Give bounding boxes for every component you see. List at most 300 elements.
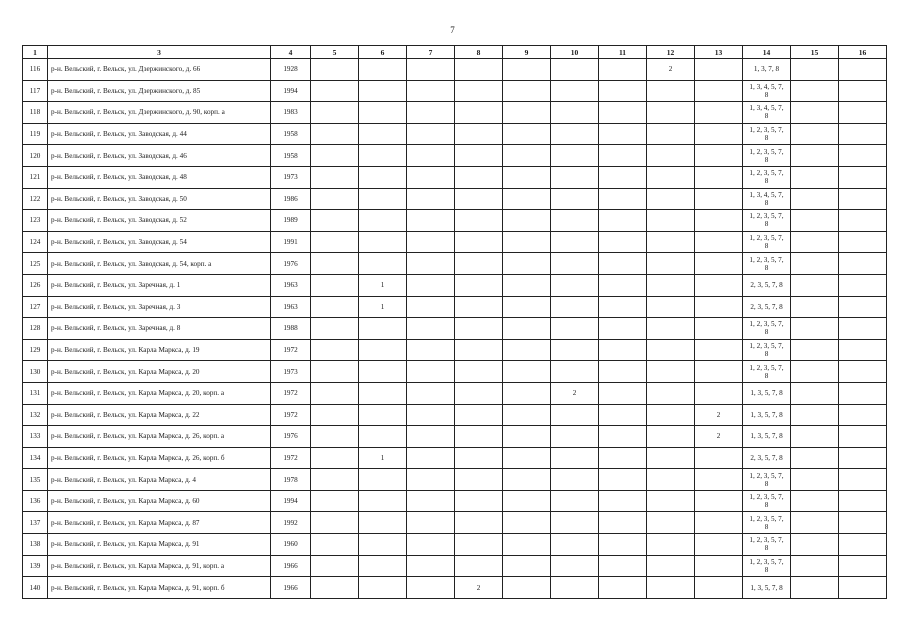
row-number: 137 (23, 512, 48, 534)
col15-cell (791, 512, 839, 534)
col14-cell: 1, 2, 3, 5, 7, 8 (743, 555, 791, 577)
col5-cell (311, 534, 359, 556)
col9-cell (503, 577, 551, 599)
address-cell: р-н. Вельский, г. Вельск, ул. Заводская, д. 46 (48, 145, 271, 167)
col15-cell (791, 188, 839, 210)
col11-cell (599, 555, 647, 577)
col7-cell (407, 534, 455, 556)
year-cell: 1994 (271, 80, 311, 102)
col7-cell (407, 166, 455, 188)
col6-cell (359, 404, 407, 426)
col10-cell (551, 166, 599, 188)
col8-cell (455, 318, 503, 340)
address-cell: р-н. Вельский, г. Вельск, ул. Карла Маркса, д. 4 (48, 469, 271, 491)
col15-cell (791, 296, 839, 318)
col8-cell (455, 339, 503, 361)
col13-cell (695, 166, 743, 188)
col9-cell (503, 253, 551, 275)
row-number: 119 (23, 123, 48, 145)
col15-cell (791, 361, 839, 383)
row-number: 126 (23, 274, 48, 296)
col14-cell: 1, 3, 5, 7, 8 (743, 404, 791, 426)
col16-cell (839, 534, 887, 556)
col9-cell (503, 210, 551, 232)
col6-cell: 1 (359, 296, 407, 318)
col16-cell (839, 404, 887, 426)
col12-cell (647, 318, 695, 340)
col14-cell: 1, 2, 3, 5, 7, 8 (743, 534, 791, 556)
address-cell: р-н. Вельский, г. Вельск, ул. Заводская, д. 54, корп. а (48, 253, 271, 275)
col9-cell (503, 188, 551, 210)
col5-cell (311, 166, 359, 188)
col12-cell (647, 188, 695, 210)
col13-cell (695, 577, 743, 599)
col14-cell: 1, 3, 4, 5, 7, 8 (743, 80, 791, 102)
table-row (23, 469, 887, 491)
col12-cell (647, 490, 695, 512)
col10-cell (551, 188, 599, 210)
col8-cell (455, 145, 503, 167)
table-row (23, 512, 887, 534)
col11-cell (599, 382, 647, 404)
col7-cell (407, 555, 455, 577)
table-row (23, 447, 887, 469)
table-row (23, 80, 887, 102)
col12-cell (647, 274, 695, 296)
table-row (23, 577, 887, 599)
col5-cell (311, 361, 359, 383)
col6-cell (359, 534, 407, 556)
year-cell: 1989 (271, 210, 311, 232)
column-header: 6 (359, 46, 407, 59)
col5-cell (311, 59, 359, 81)
table-row (23, 102, 887, 124)
table-row (23, 166, 887, 188)
col16-cell (839, 80, 887, 102)
col16-cell (839, 490, 887, 512)
col11-cell (599, 253, 647, 275)
col15-cell (791, 102, 839, 124)
col10-cell (551, 555, 599, 577)
col13-cell (695, 296, 743, 318)
col14-cell: 1, 2, 3, 5, 7, 8 (743, 361, 791, 383)
col6-cell (359, 490, 407, 512)
col12-cell (647, 253, 695, 275)
col7-cell (407, 318, 455, 340)
col8-cell (455, 426, 503, 448)
col8-cell (455, 253, 503, 275)
col16-cell (839, 253, 887, 275)
address-cell: р-н. Вельский, г. Вельск, ул. Карла Маркса, д. 20 (48, 361, 271, 383)
year-cell: 1992 (271, 512, 311, 534)
col10-cell (551, 534, 599, 556)
col9-cell (503, 59, 551, 81)
col13-cell (695, 534, 743, 556)
col10-cell (551, 145, 599, 167)
col5-cell (311, 318, 359, 340)
col6-cell (359, 145, 407, 167)
column-header: 15 (791, 46, 839, 59)
col12-cell (647, 231, 695, 253)
col7-cell (407, 296, 455, 318)
col11-cell (599, 296, 647, 318)
col15-cell (791, 274, 839, 296)
table-row (23, 231, 887, 253)
year-cell: 1972 (271, 382, 311, 404)
col11-cell (599, 469, 647, 491)
col10-cell (551, 339, 599, 361)
table-row (23, 188, 887, 210)
col13-cell (695, 188, 743, 210)
address-cell: р-н. Вельский, г. Вельск, ул. Карла Маркса, д. 26, корп. а (48, 426, 271, 448)
col16-cell (839, 555, 887, 577)
col8-cell (455, 361, 503, 383)
row-number: 133 (23, 426, 48, 448)
col14-cell: 1, 2, 3, 5, 7, 8 (743, 253, 791, 275)
col14-cell: 1, 2, 3, 5, 7, 8 (743, 490, 791, 512)
col10-cell (551, 318, 599, 340)
col12-cell (647, 534, 695, 556)
table-row (23, 296, 887, 318)
col16-cell (839, 469, 887, 491)
year-cell: 1960 (271, 534, 311, 556)
col5-cell (311, 231, 359, 253)
col8-cell (455, 188, 503, 210)
col9-cell (503, 145, 551, 167)
col13-cell (695, 512, 743, 534)
year-cell: 1958 (271, 145, 311, 167)
col8-cell (455, 555, 503, 577)
column-header: 5 (311, 46, 359, 59)
col8-cell (455, 59, 503, 81)
table-row (23, 210, 887, 232)
col16-cell (839, 339, 887, 361)
row-number: 122 (23, 188, 48, 210)
col11-cell (599, 59, 647, 81)
col12-cell (647, 80, 695, 102)
col13-cell (695, 490, 743, 512)
col9-cell (503, 382, 551, 404)
year-cell: 1994 (271, 490, 311, 512)
col14-cell: 1, 2, 3, 5, 7, 8 (743, 318, 791, 340)
col15-cell (791, 145, 839, 167)
col7-cell (407, 490, 455, 512)
column-header: 11 (599, 46, 647, 59)
col13-cell (695, 59, 743, 81)
col12-cell (647, 210, 695, 232)
col16-cell (839, 512, 887, 534)
col16-cell (839, 577, 887, 599)
col5-cell (311, 447, 359, 469)
col13-cell: 2 (695, 426, 743, 448)
col12-cell (647, 577, 695, 599)
col7-cell (407, 404, 455, 426)
col16-cell (839, 188, 887, 210)
col13-cell (695, 555, 743, 577)
col10-cell (551, 512, 599, 534)
col6-cell (359, 80, 407, 102)
col9-cell (503, 166, 551, 188)
year-cell: 1988 (271, 318, 311, 340)
col15-cell (791, 447, 839, 469)
col13-cell (695, 318, 743, 340)
col9-cell (503, 123, 551, 145)
col5-cell (311, 123, 359, 145)
header-row (23, 46, 887, 59)
col15-cell (791, 318, 839, 340)
row-number: 139 (23, 555, 48, 577)
col15-cell (791, 404, 839, 426)
row-number: 130 (23, 361, 48, 383)
address-cell: р-н. Вельский, г. Вельск, ул. Карла Маркса, д. 26, корп. б (48, 447, 271, 469)
col12-cell (647, 426, 695, 448)
col8-cell (455, 296, 503, 318)
col6-cell (359, 577, 407, 599)
column-header: 7 (407, 46, 455, 59)
address-cell: р-н. Вельский, г. Вельск, ул. Карла Маркса, д. 87 (48, 512, 271, 534)
col7-cell (407, 577, 455, 599)
col14-cell: 1, 3, 5, 7, 8 (743, 426, 791, 448)
col5-cell (311, 296, 359, 318)
col15-cell (791, 253, 839, 275)
col6-cell (359, 253, 407, 275)
col7-cell (407, 59, 455, 81)
col13-cell (695, 361, 743, 383)
year-cell: 1963 (271, 274, 311, 296)
col13-cell (695, 80, 743, 102)
row-number: 117 (23, 80, 48, 102)
col7-cell (407, 123, 455, 145)
col11-cell (599, 188, 647, 210)
address-cell: р-н. Вельский, г. Вельск, ул. Карла Маркса, д. 60 (48, 490, 271, 512)
col16-cell (839, 361, 887, 383)
year-cell: 1976 (271, 253, 311, 275)
col15-cell (791, 231, 839, 253)
col5-cell (311, 145, 359, 167)
col14-cell: 1, 3, 4, 5, 7, 8 (743, 102, 791, 124)
row-number: 124 (23, 231, 48, 253)
col12-cell (647, 361, 695, 383)
col7-cell (407, 210, 455, 232)
col11-cell (599, 447, 647, 469)
col11-cell (599, 426, 647, 448)
col16-cell (839, 382, 887, 404)
col6-cell (359, 123, 407, 145)
col15-cell (791, 426, 839, 448)
address-cell: р-н. Вельский, г. Вельск, ул. Карла Маркса, д. 19 (48, 339, 271, 361)
col8-cell: 2 (455, 577, 503, 599)
col11-cell (599, 577, 647, 599)
row-number: 132 (23, 404, 48, 426)
year-cell: 1972 (271, 339, 311, 361)
col12-cell (647, 296, 695, 318)
col7-cell (407, 102, 455, 124)
col11-cell (599, 361, 647, 383)
col13-cell: 2 (695, 404, 743, 426)
col6-cell: 1 (359, 274, 407, 296)
col6-cell (359, 555, 407, 577)
col10-cell (551, 253, 599, 275)
col10-cell (551, 80, 599, 102)
address-cell: р-н. Вельский, г. Вельск, ул. Заречная, д. 1 (48, 274, 271, 296)
col5-cell (311, 512, 359, 534)
col9-cell (503, 231, 551, 253)
col14-cell: 1, 2, 3, 5, 7, 8 (743, 123, 791, 145)
col6-cell (359, 318, 407, 340)
table-row (23, 404, 887, 426)
col6-cell: 1 (359, 447, 407, 469)
col15-cell (791, 210, 839, 232)
col13-cell (695, 231, 743, 253)
col16-cell (839, 102, 887, 124)
col8-cell (455, 210, 503, 232)
col13-cell (695, 469, 743, 491)
row-number: 138 (23, 534, 48, 556)
col6-cell (359, 426, 407, 448)
column-header: 14 (743, 46, 791, 59)
col10-cell (551, 274, 599, 296)
col9-cell (503, 426, 551, 448)
row-number: 131 (23, 382, 48, 404)
col5-cell (311, 339, 359, 361)
col14-cell: 1, 3, 5, 7, 8 (743, 577, 791, 599)
col8-cell (455, 80, 503, 102)
col6-cell (359, 166, 407, 188)
col9-cell (503, 274, 551, 296)
col16-cell (839, 145, 887, 167)
col9-cell (503, 102, 551, 124)
col8-cell (455, 404, 503, 426)
col5-cell (311, 102, 359, 124)
col7-cell (407, 447, 455, 469)
col7-cell (407, 382, 455, 404)
row-number: 128 (23, 318, 48, 340)
year-cell: 1958 (271, 123, 311, 145)
col14-cell: 1, 2, 3, 5, 7, 8 (743, 166, 791, 188)
row-number: 140 (23, 577, 48, 599)
col12-cell (647, 123, 695, 145)
table-row (23, 555, 887, 577)
col11-cell (599, 318, 647, 340)
col11-cell (599, 210, 647, 232)
table-row (23, 145, 887, 167)
col15-cell (791, 80, 839, 102)
address-cell: р-н. Вельский, г. Вельск, ул. Дзержинского, д. 85 (48, 80, 271, 102)
col12-cell (647, 339, 695, 361)
address-cell: р-н. Вельский, г. Вельск, ул. Заречная, д. 8 (48, 318, 271, 340)
col8-cell (455, 231, 503, 253)
col9-cell (503, 296, 551, 318)
col5-cell (311, 555, 359, 577)
col16-cell (839, 166, 887, 188)
col11-cell (599, 80, 647, 102)
col16-cell (839, 318, 887, 340)
col7-cell (407, 339, 455, 361)
col6-cell (359, 210, 407, 232)
col16-cell (839, 210, 887, 232)
col8-cell (455, 447, 503, 469)
col8-cell (455, 382, 503, 404)
year-cell: 1986 (271, 188, 311, 210)
col13-cell (695, 382, 743, 404)
col11-cell (599, 123, 647, 145)
col12-cell: 2 (647, 59, 695, 81)
column-header: 4 (271, 46, 311, 59)
row-number: 129 (23, 339, 48, 361)
col13-cell (695, 274, 743, 296)
col5-cell (311, 404, 359, 426)
col15-cell (791, 382, 839, 404)
col9-cell (503, 490, 551, 512)
col14-cell: 2, 3, 5, 7, 8 (743, 447, 791, 469)
col14-cell: 2, 3, 5, 7, 8 (743, 296, 791, 318)
col12-cell (647, 555, 695, 577)
col13-cell (695, 210, 743, 232)
col16-cell (839, 123, 887, 145)
col9-cell (503, 361, 551, 383)
col5-cell (311, 210, 359, 232)
row-number: 125 (23, 253, 48, 275)
col10-cell (551, 59, 599, 81)
page-number: 7 (450, 25, 455, 35)
col14-cell: 1, 3, 4, 5, 7, 8 (743, 188, 791, 210)
address-cell: р-н. Вельский, г. Вельск, ул. Заводская, д. 50 (48, 188, 271, 210)
col7-cell (407, 512, 455, 534)
col10-cell (551, 426, 599, 448)
col15-cell (791, 339, 839, 361)
col8-cell (455, 469, 503, 491)
column-header: 13 (695, 46, 743, 59)
col10-cell (551, 469, 599, 491)
address-cell: р-н. Вельский, г. Вельск, ул. Карла Маркса, д. 91, корп. а (48, 555, 271, 577)
address-cell: р-н. Вельский, г. Вельск, ул. Карла Маркса, д. 91 (48, 534, 271, 556)
year-cell: 1976 (271, 426, 311, 448)
col5-cell (311, 188, 359, 210)
col14-cell: 1, 2, 3, 5, 7, 8 (743, 469, 791, 491)
col8-cell (455, 123, 503, 145)
row-number: 116 (23, 59, 48, 81)
col11-cell (599, 339, 647, 361)
col10-cell (551, 231, 599, 253)
col11-cell (599, 490, 647, 512)
housing-table (22, 45, 887, 599)
column-header: 16 (839, 46, 887, 59)
col13-cell (695, 102, 743, 124)
col9-cell (503, 339, 551, 361)
table-row (23, 490, 887, 512)
row-number: 118 (23, 102, 48, 124)
col10-cell (551, 296, 599, 318)
table-row (23, 59, 887, 81)
col9-cell (503, 534, 551, 556)
col8-cell (455, 102, 503, 124)
col9-cell (503, 80, 551, 102)
col16-cell (839, 274, 887, 296)
col5-cell (311, 577, 359, 599)
year-cell: 1983 (271, 102, 311, 124)
col16-cell (839, 426, 887, 448)
year-cell: 1963 (271, 296, 311, 318)
year-cell: 1972 (271, 447, 311, 469)
col6-cell (359, 382, 407, 404)
row-number: 135 (23, 469, 48, 491)
col5-cell (311, 426, 359, 448)
col11-cell (599, 231, 647, 253)
address-cell: р-н. Вельский, г. Вельск, ул. Заречная, д. 3 (48, 296, 271, 318)
col14-cell: 1, 2, 3, 5, 7, 8 (743, 231, 791, 253)
address-cell: р-н. Вельский, г. Вельск, ул. Дзержинского, д. 90, корп. а (48, 102, 271, 124)
col15-cell (791, 59, 839, 81)
